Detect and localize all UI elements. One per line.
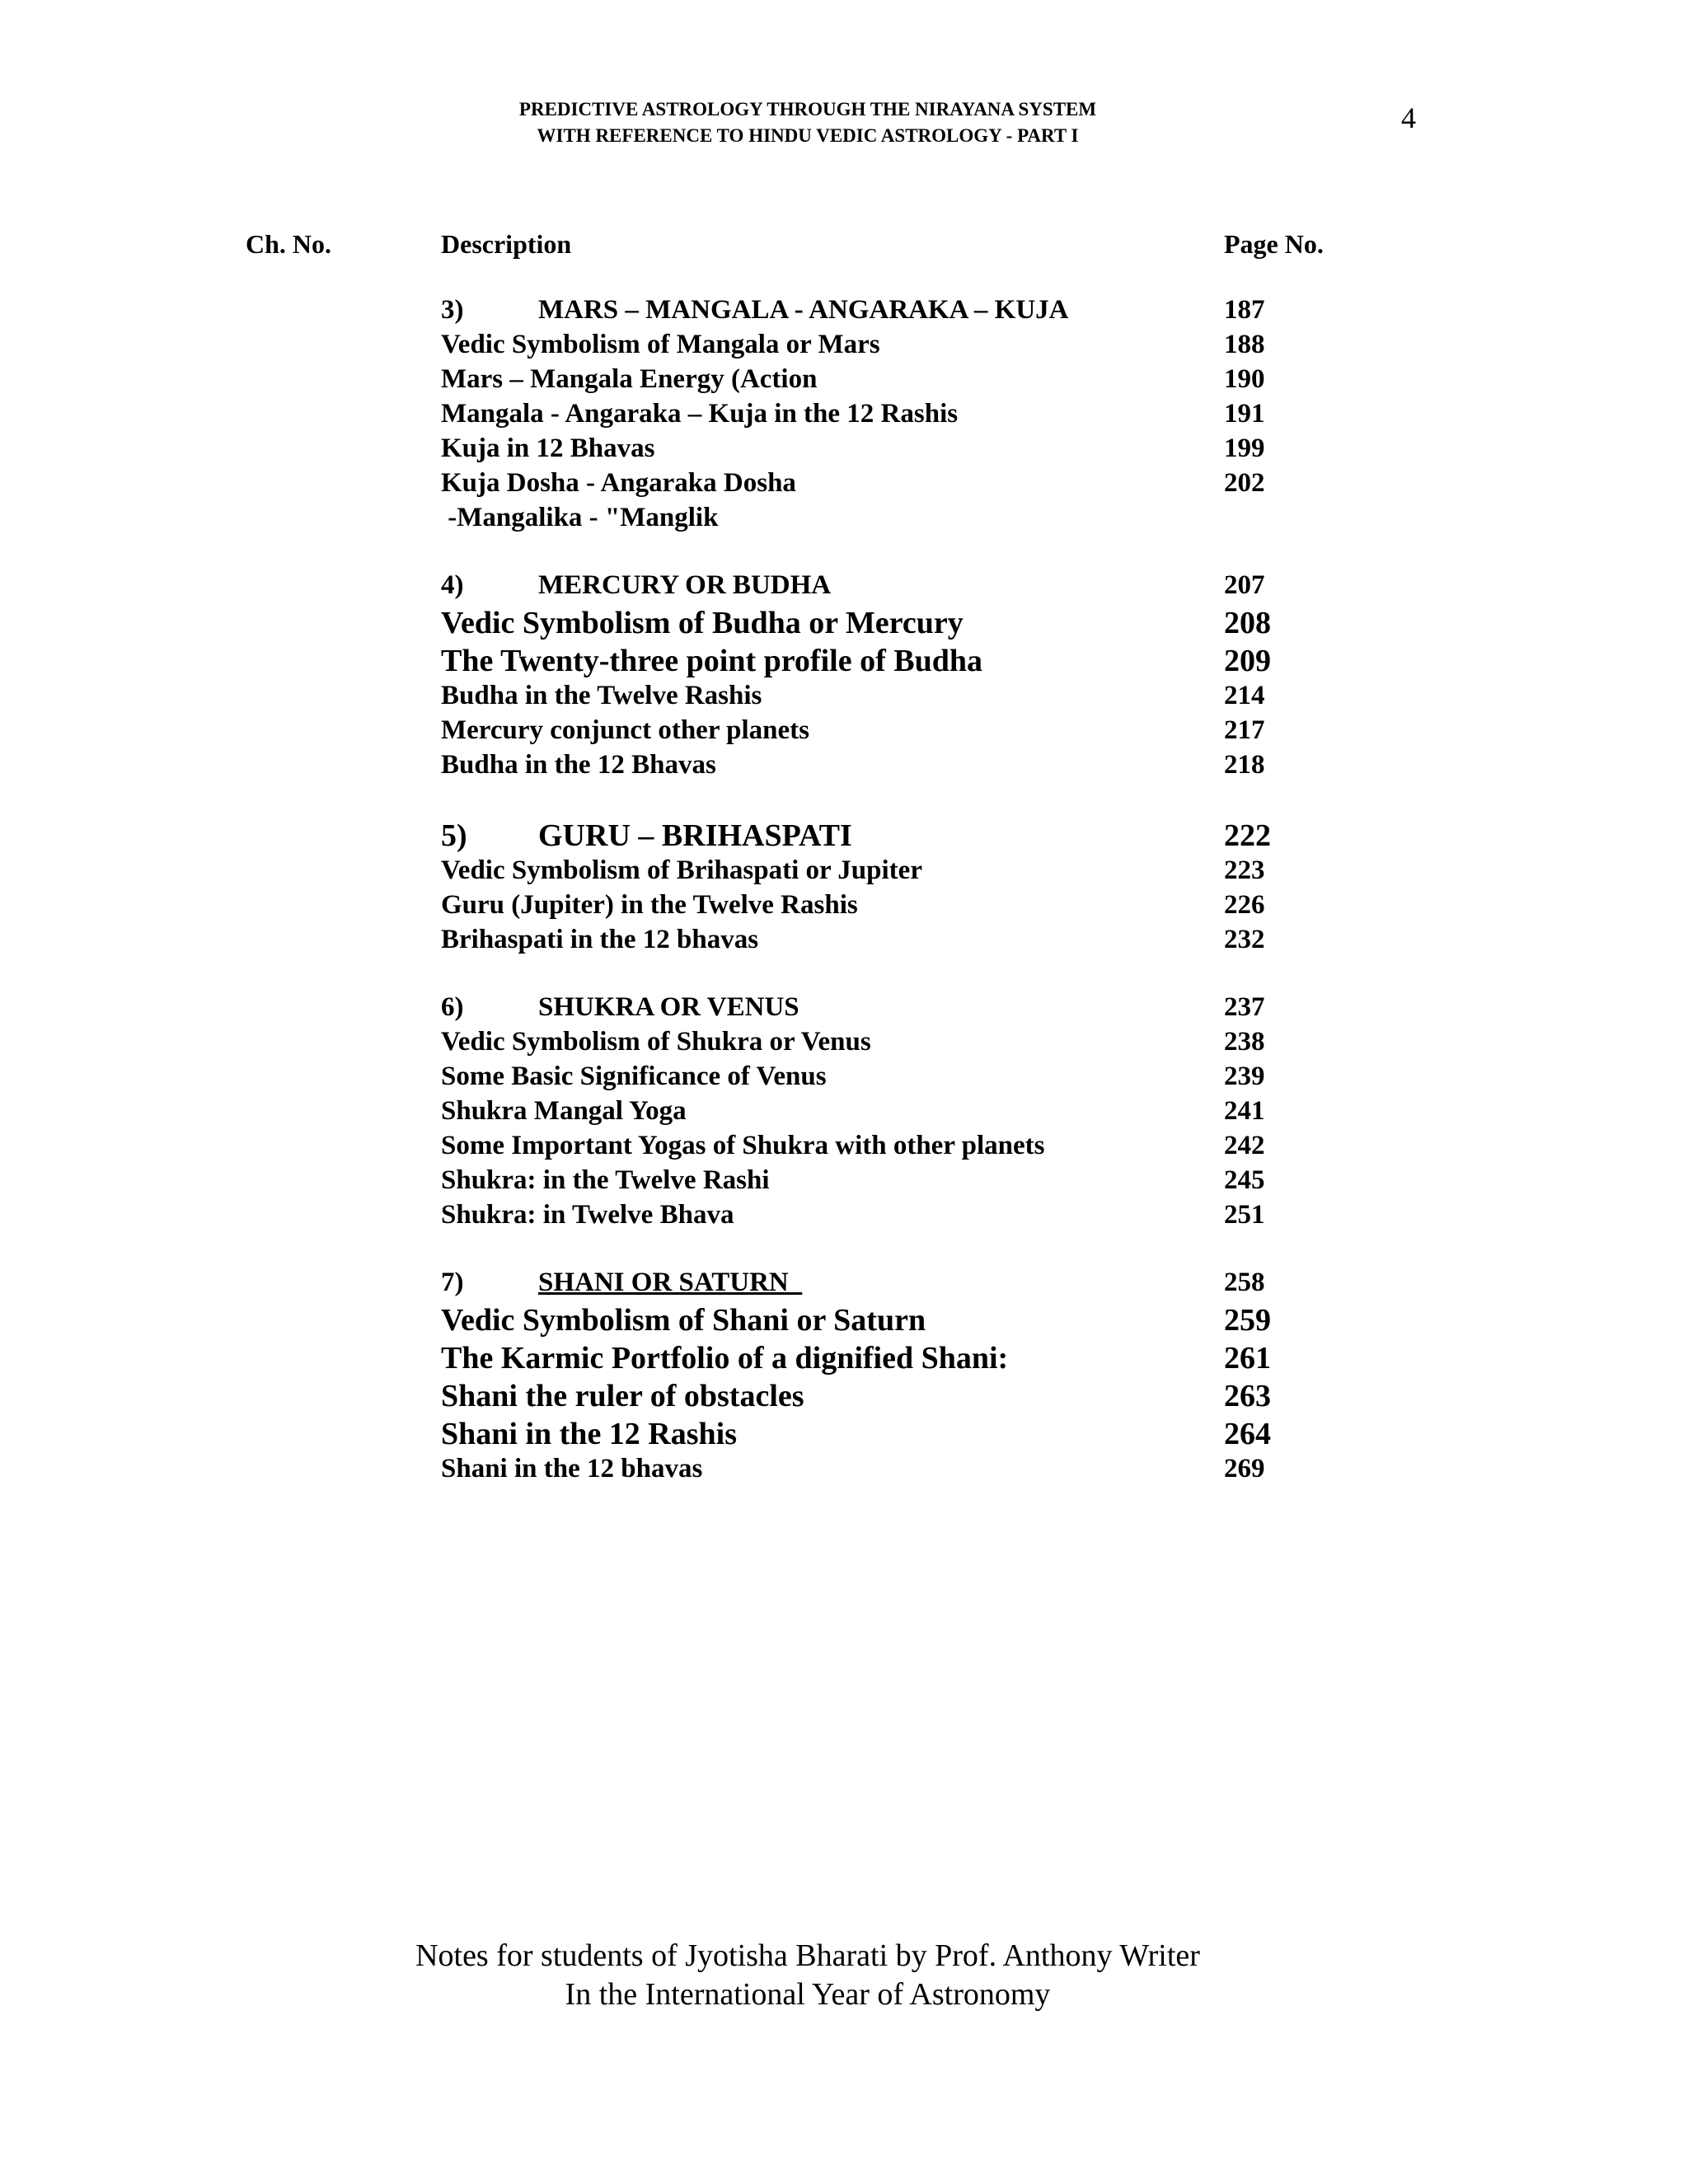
toc-entry-page: 261	[1224, 1341, 1271, 1376]
section-title: MERCURY OR BUDHA	[538, 570, 832, 600]
toc-entry-page: 232	[1224, 925, 1265, 954]
page-number: 4	[1401, 101, 1416, 134]
toc-entry-page: 191	[1224, 399, 1265, 429]
toc-entry-text: Vedic Symbolism of Budha or Mercury	[441, 606, 964, 640]
toc-entry-page: 202	[1224, 468, 1265, 498]
toc-entry-text: Mars – Mangala Energy (Action	[441, 364, 818, 394]
section-number: 6)	[441, 992, 464, 1022]
toc-entry-page: 226	[1224, 890, 1265, 920]
toc-entry-page: 209	[1224, 644, 1271, 678]
toc-entry-text: Some Basic Significance of Venus	[441, 1062, 827, 1091]
toc-entry-page: 238	[1224, 1027, 1265, 1057]
section-heading	[441, 992, 1364, 1029]
toc-entry-page: 214	[1224, 681, 1265, 710]
toc-entry-text: The Twenty-three point profile of Budha	[441, 644, 982, 678]
toc-entry	[441, 1027, 1364, 1063]
toc-entry-page: 251	[1224, 1200, 1265, 1230]
toc-entry-text: Brihaspati in the 12 bhavas	[441, 925, 759, 954]
section-number: 5)	[441, 818, 467, 853]
section-heading	[441, 570, 1364, 607]
toc-entry-page: 239	[1224, 1062, 1265, 1091]
toc-entry-page: 218	[1224, 750, 1265, 780]
section-number: 3)	[441, 295, 464, 325]
running-header-line-1: PREDICTIVE ASTROLOGY THROUGH THE NIRAYANA SYSTEM	[518, 99, 1097, 120]
toc-entry-text: Vedic Symbolism of Shani or Saturn	[441, 1303, 926, 1338]
running-header-line-2: WITH REFERENCE TO HINDU VEDIC ASTROLOGY - PART I	[537, 125, 1079, 146]
section-heading	[441, 1268, 1364, 1304]
toc-entry-text: -Mangalika - "Manglik	[441, 503, 719, 532]
toc-entry-page: 241	[1224, 1096, 1265, 1126]
toc-entry	[441, 715, 1364, 752]
toc-entry-text: Budha in the Twelve Rashis	[441, 681, 762, 710]
toc-entry	[441, 1200, 1364, 1236]
toc-entry-text: Vedic Symbolism of Brihaspati or Jupiter	[441, 855, 922, 885]
section-number: 4)	[441, 570, 464, 600]
toc-entry-text: Shani in the 12 bhavas	[441, 1454, 703, 1483]
toc-entry-text: Shukra: in the Twelve Rashi	[441, 1165, 770, 1195]
toc-entry	[441, 468, 1364, 504]
toc-entry-text: Guru (Jupiter) in the Twelve Rashis	[441, 890, 858, 920]
toc-entry	[441, 1302, 1364, 1338]
toc-entry	[441, 1378, 1364, 1414]
toc-entry	[441, 750, 1364, 786]
footer-line-1: Notes for students of Jyotisha Bharati by Prof. Anthony Writer	[415, 1938, 1200, 1973]
toc-entry-page: 264	[1224, 1417, 1271, 1451]
toc-entry-page: 217	[1224, 715, 1265, 745]
footer-line-2: In the International Year of Astronomy	[565, 1977, 1051, 2012]
toc-entry-text: Shani in the 12 Rashis	[441, 1417, 738, 1451]
toc-entry	[441, 503, 1364, 539]
section-heading	[441, 295, 1364, 331]
toc-entry-text: Mercury conjunct other planets	[441, 715, 809, 745]
toc-entry	[441, 1454, 1364, 1490]
toc-entry-text: Shani the ruler of obstacles	[441, 1379, 804, 1413]
toc-entry-text: The Karmic Portfolio of a dignified Shani:	[441, 1341, 1009, 1376]
toc-entry	[441, 364, 1364, 401]
toc-entry-text: Kuja in 12 Bhavas	[441, 434, 655, 463]
toc-entry	[441, 605, 1364, 641]
toc-entry-page: 188	[1224, 330, 1265, 359]
section-page: 187	[1224, 295, 1265, 325]
toc-entry	[441, 1062, 1364, 1098]
section-page: 258	[1224, 1268, 1265, 1297]
toc-entry-page: 199	[1224, 434, 1265, 463]
section-heading	[441, 818, 1364, 854]
toc-entry	[441, 1416, 1364, 1452]
toc-entry	[441, 399, 1364, 435]
toc-entry-text: Shukra: in Twelve Bhava	[441, 1200, 734, 1230]
column-header-page: Page No.	[1224, 229, 1324, 259]
section-title: GURU – BRIHASPATI	[538, 818, 852, 853]
toc-entry-page: 208	[1224, 606, 1271, 640]
toc-entry	[441, 1096, 1364, 1132]
toc-entry	[441, 434, 1364, 470]
toc-entry	[441, 681, 1364, 717]
toc-entry	[441, 855, 1364, 892]
section-page: 237	[1224, 992, 1265, 1022]
toc-entry-text: Vedic Symbolism of Mangala or Mars	[441, 330, 880, 359]
section-page: 207	[1224, 570, 1265, 600]
toc-entry-page: 269	[1224, 1454, 1265, 1483]
toc-entry-page: 242	[1224, 1131, 1265, 1160]
toc-entry-page: 245	[1224, 1165, 1265, 1195]
toc-entry	[441, 1131, 1364, 1167]
section-number: 7)	[441, 1268, 464, 1297]
toc-entry	[441, 925, 1364, 961]
toc-entry	[441, 1340, 1364, 1376]
toc-entry	[441, 330, 1364, 366]
column-header-chapter: Ch. No.	[246, 229, 332, 259]
toc-entry	[441, 890, 1364, 926]
toc-entry	[441, 643, 1364, 679]
toc-entry-page: 259	[1224, 1303, 1271, 1338]
section-title: SHUKRA OR VENUS	[538, 992, 799, 1022]
toc-entry-text: Vedic Symbolism of Shukra or Venus	[441, 1027, 871, 1057]
toc-entry-text: Some Important Yogas of Shukra with other planets	[441, 1131, 1045, 1160]
toc-entry-page: 190	[1224, 364, 1265, 394]
toc-entry-page: 263	[1224, 1379, 1271, 1413]
toc-entry	[441, 1165, 1364, 1202]
section-title: SHANI OR SATURN	[538, 1268, 803, 1297]
toc-entry-text: Mangala - Angaraka – Kuja in the 12 Rashis	[441, 399, 959, 429]
toc-entry-text: Budha in the 12 Bhavas	[441, 750, 716, 780]
section-title: MARS – MANGALA - ANGARAKA – KUJA	[538, 295, 1069, 325]
toc-entry-text: Shukra Mangal Yoga	[441, 1096, 687, 1126]
toc-entry-page: 223	[1224, 855, 1265, 885]
column-header-description: Description	[441, 229, 572, 259]
section-page: 222	[1224, 818, 1271, 853]
toc-entry-text: Kuja Dosha - Angaraka Dosha	[441, 468, 796, 498]
